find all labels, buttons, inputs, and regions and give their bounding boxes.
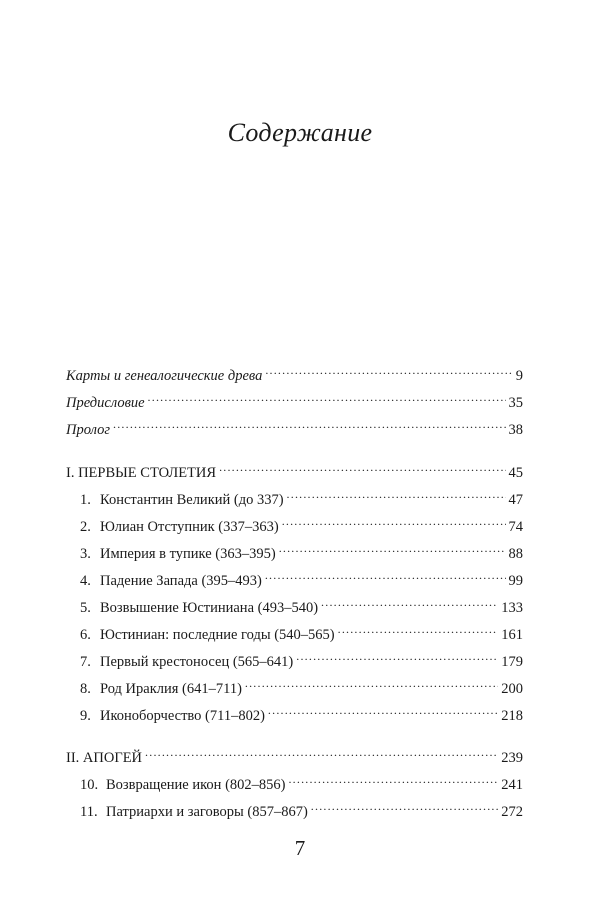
toc-page-number: 272 [501, 804, 523, 820]
dot-leader [288, 767, 498, 789]
toc-entry-label: Патриархи и заговоры (857–867) [106, 804, 308, 820]
dot-leader [145, 740, 498, 762]
chapter-number: 3. [80, 546, 91, 562]
chapter-number: 6. [80, 627, 91, 643]
toc-part-2[interactable] [66, 740, 523, 766]
toc-chapter-1[interactable] [80, 482, 523, 508]
chapter-number: 10. [80, 777, 99, 793]
dot-leader [148, 385, 506, 407]
chapter-number: 5. [80, 600, 91, 616]
dot-leader [245, 671, 498, 693]
chapter-number: 4. [80, 573, 91, 589]
dot-leader [279, 536, 506, 558]
toc-page-number: 45 [508, 465, 523, 481]
toc-page-number: 47 [508, 492, 523, 508]
toc-part-label: II. АПОГЕЙ [66, 750, 143, 766]
dot-leader [265, 358, 512, 380]
dot-leader [113, 412, 505, 434]
toc-page-number: 35 [508, 395, 523, 411]
chapter-number: 1. [80, 492, 91, 508]
toc-page-number: 133 [501, 600, 523, 616]
chapter-number: 9. [80, 708, 91, 724]
toc-entry-label: Первый крестоносец (565–641) [100, 654, 294, 670]
toc-page-number: 161 [501, 627, 523, 643]
toc-page-number: 239 [501, 750, 523, 766]
toc-chapter-4[interactable] [80, 563, 523, 589]
toc-entry-label: Род Ираклия (641–711) [100, 681, 242, 697]
toc-entry-label: Возвышение Юстиниана (493–540) [100, 600, 319, 616]
toc-chapter-8[interactable] [80, 671, 523, 697]
chapter-number: 7. [80, 654, 91, 670]
toc-page-number: 74 [508, 519, 523, 535]
toc-chapter-10[interactable] [80, 767, 523, 793]
toc-page-number: 218 [501, 708, 523, 724]
dot-leader [321, 590, 498, 612]
toc-entry-prologue[interactable] [66, 412, 523, 438]
toc-page-number: 179 [501, 654, 523, 670]
toc-chapter-9[interactable] [80, 698, 523, 724]
chapter-number: 11. [80, 804, 98, 820]
toc-entry-label: Карты и генеалогические древа [66, 368, 263, 384]
toc-chapter-3[interactable] [80, 536, 523, 562]
toc-chapter-7[interactable] [80, 644, 523, 670]
toc-page-number: 9 [515, 368, 523, 384]
toc-page-number: 88 [508, 546, 523, 562]
toc-part-label: I. ПЕРВЫЕ СТОЛЕТИЯ [66, 465, 217, 481]
toc-entry-label: Падение Запада (395–493) [100, 573, 262, 589]
toc-entry-label: Юстиниан: последние годы (540–565) [100, 627, 335, 643]
toc-chapter-11[interactable] [80, 794, 523, 820]
toc-entry-maps[interactable] [66, 358, 523, 384]
toc-entry-label: Возвращение икон (802–856) [106, 777, 286, 793]
toc-entry-label: Империя в тупике (363–395) [100, 546, 276, 562]
toc-entry-label: Пролог [66, 422, 111, 438]
chapter-number: 8. [80, 681, 91, 697]
page-title: Содержание [227, 118, 373, 147]
toc-entry-label: Иконоборчество (711–802) [100, 708, 265, 724]
toc-page-number: 241 [501, 777, 523, 793]
dot-leader [296, 644, 498, 666]
dot-leader [219, 455, 505, 477]
toc-page-number: 99 [508, 573, 523, 589]
dot-leader [287, 482, 506, 504]
toc-entry-label: Константин Великий (до 337) [100, 492, 284, 508]
toc-chapter-2[interactable] [80, 509, 523, 535]
toc-entry-label: Предисловие [66, 395, 145, 411]
dot-leader [311, 794, 498, 816]
chapter-number: 2. [80, 519, 91, 535]
toc-chapter-5[interactable] [80, 590, 523, 616]
toc-part-1[interactable] [66, 455, 523, 481]
dot-leader [268, 698, 498, 720]
dot-leader [282, 509, 506, 531]
toc-entry-preface[interactable] [66, 385, 523, 411]
dot-leader [338, 617, 499, 639]
dot-leader [265, 563, 506, 585]
toc-page-number: 200 [501, 681, 523, 697]
page-number: 7 [294, 836, 306, 860]
toc-chapter-6[interactable] [80, 617, 523, 643]
toc-entry-label: Юлиан Отступник (337–363) [100, 519, 279, 535]
toc-page-number: 38 [508, 422, 523, 438]
